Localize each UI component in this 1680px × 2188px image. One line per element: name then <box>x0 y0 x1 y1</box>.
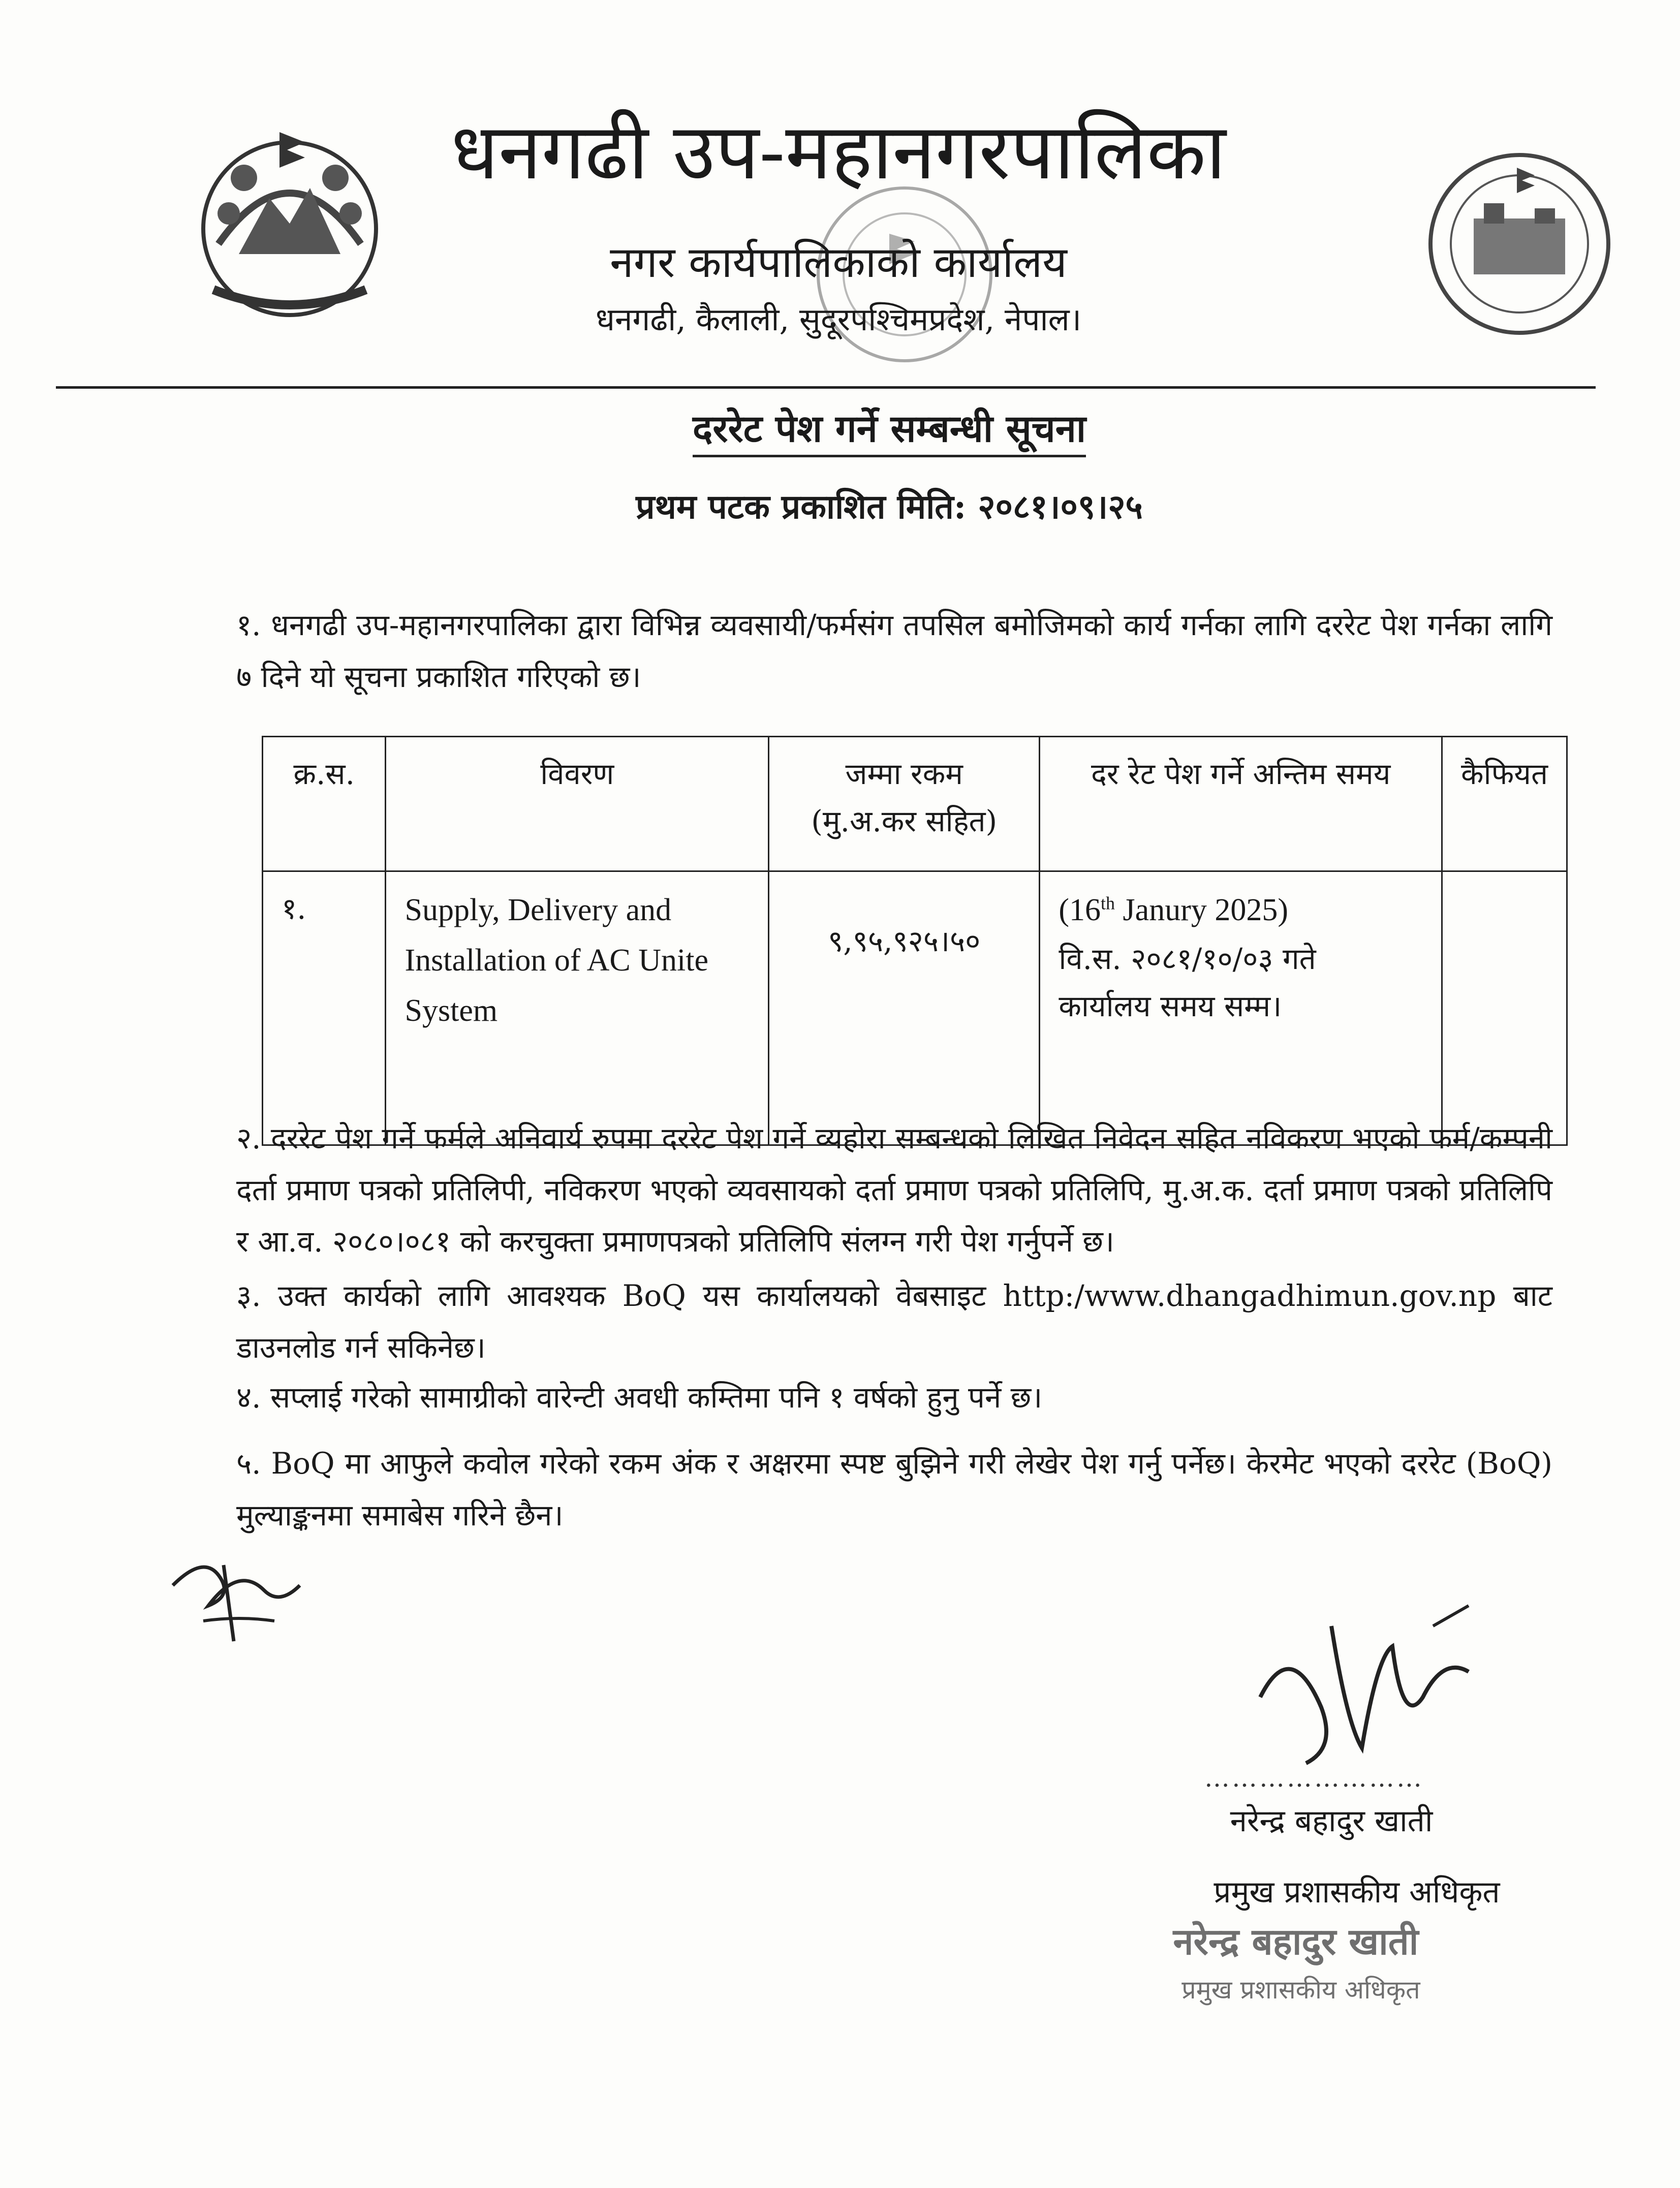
notice-title <box>610 401 1169 453</box>
office-address: धनगढी, कैलाली, सुदूरपश्चिमप्रदेश, नेपाल। <box>595 301 1082 338</box>
signer-name: नरेन्द्र बहादुर खाती <box>1230 1803 1433 1839</box>
stamp-title: प्रमुख प्रशासकीय अधिकृत <box>1181 1975 1420 2005</box>
header-divider <box>56 386 1596 389</box>
notice-title-text: दररेट पेश गर्ने सम्बन्धी सूचना <box>693 407 1086 457</box>
deadline-open: ( <box>1059 893 1070 927</box>
deadline-month: Janury 2025) <box>1123 893 1288 927</box>
paragraph-4: ४. सप्लाई गरेको सामाग्रीको वारेन्टी अवधी कम्तिमा पनि १ वर्षको हुनु पर्ने छ। <box>236 1380 1043 1415</box>
table-row <box>263 871 1567 1145</box>
deadline-day: 16 <box>1069 893 1101 927</box>
cell-remarks <box>1442 871 1567 1145</box>
header-amount <box>769 737 1040 871</box>
header-amount-line1: जम्मा रकम <box>845 757 963 791</box>
desc-line1: Supply, Delivery and <box>405 893 672 927</box>
tender-table <box>262 736 1568 1146</box>
cell-desc <box>386 871 769 1145</box>
header-amount-line2: (मु.अ.कर सहित) <box>811 803 998 838</box>
desc-line2: Installation of AC Unite <box>405 943 709 978</box>
header-deadline: दर रेट पेश गर्ने अन्तिम समय <box>1040 737 1442 871</box>
signer-title: प्रमुख प्रशासकीय अधिकृत <box>1214 1874 1500 1910</box>
paragraph-1: १. धनगढी उप-महानगरपालिका द्वारा विभिन्न व्यवसायी/फर्मसंग तपसिल बमोजिमको कार्य गर्नका लागि दररेट पेश गर्नका लागि ७ दिने यो सूचना प्रकाशित गरिएको छ। <box>236 608 1552 694</box>
header-remarks: कैफियत <box>1442 737 1567 871</box>
header-sn: क्र.स. <box>263 737 386 871</box>
initial-signature-icon <box>163 1545 315 1646</box>
cell-deadline <box>1040 871 1442 1145</box>
table-header-row <box>263 737 1567 871</box>
paragraph-3: ३. उक्त कार्यको लागि आवश्यक BoQ यस कार्यालयको वेबसाइट http:/www.dhangadhimun.gov.np बाट डाउनलोड गर्न सकिनेछ। <box>236 1278 1552 1365</box>
paragraph-5: ५. BoQ मा आफुले कवोल गरेको रकम अंक र अक्षरमा स्पष्ट बुझिने गरी लेखेर पेश गर्नु पर्नेछ। केरमेट भएको दररेट (BoQ) मुल्याङ्कनमा समाबेस गरिने छैन। <box>236 1446 1552 1533</box>
org-name: धनगढी उप-महानगरपालिका <box>451 107 1226 197</box>
published-date: प्रथम पटक प्रकाशित मिति: २०८१।०९।२५ <box>636 487 1143 526</box>
officer-signature-icon <box>1230 1596 1494 1789</box>
header-desc: विवरण <box>386 737 769 871</box>
cell-amount: ९,९५,९२५।५० <box>769 871 1040 1145</box>
office-name: नगर कार्यपालिकाको कार्यालय <box>610 237 1067 287</box>
deadline-sup: th <box>1101 893 1115 914</box>
office-stamp-icon <box>762 173 1047 407</box>
cell-sn: १. <box>263 871 386 1145</box>
deadline-bs: वि.स. २०८१/१०/०३ गते <box>1059 942 1316 977</box>
signature-dots: …………………… <box>1204 1763 1424 1793</box>
paragraph-2: २. दररेट पेश गर्ने फर्मले अनिवार्य रुपमा दररेट पेश गर्ने व्यहोरा सम्बन्धको लिखित निवेदन सहित नविकरण भएको फर्म/कम्पनी दर्ता प्रमाण पत्रको प्रतिलिपी, नविकरण भएको व्यवसायको दर्ता प्रमाण पत्रको प्रतिलिपि, मु.अ.क. दर्ता प्रमाण पत्रको प्रतिलिपि र आ.व. २०८०।०८१ को करचुक्ता प्रमाणपत्रको प्रतिलिपि संलग्न गरी पेश गर्नुपर्ने छ। <box>236 1121 1552 1259</box>
municipality-seal-icon <box>1423 137 1616 351</box>
desc-line3: System <box>405 993 498 1028</box>
deadline-ad <box>1059 885 1423 935</box>
deadline-time: कार्यालय समय सम्म। <box>1059 988 1282 1023</box>
stamp-name: नरेन्द्र बहादुर खाती <box>1173 1920 1419 1963</box>
